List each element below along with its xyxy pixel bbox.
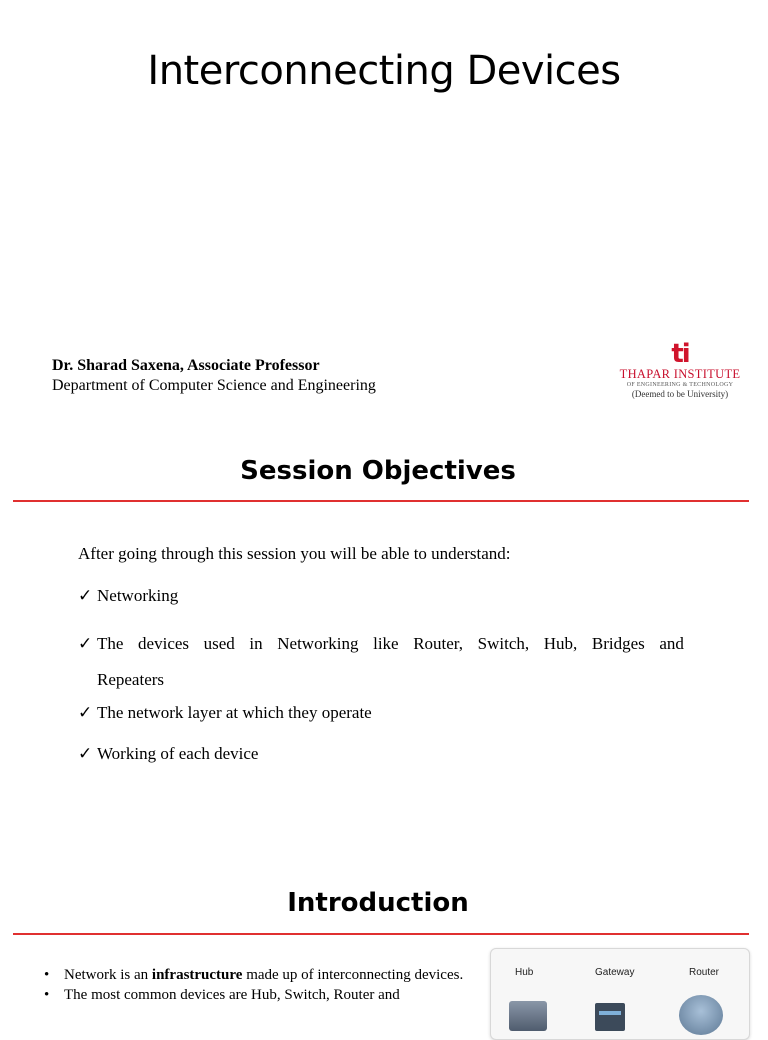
objective-text: Working of each device [97, 744, 259, 763]
institute-logo [600, 340, 760, 399]
bullet-text: The most common devices are Hub, Switch, Router and [64, 987, 400, 1003]
router-label: Router [689, 967, 720, 978]
check-icon: ✓ [78, 586, 93, 605]
check-icon: ✓ [78, 634, 93, 653]
hub-device-icon [509, 1001, 547, 1031]
objective-word: devices [138, 634, 190, 653]
objective-line [78, 626, 684, 662]
objective-item [78, 703, 372, 723]
logo-mark: ti [671, 339, 689, 369]
objective-word: Hub, [543, 634, 578, 653]
logo-deemed: (Deemed to be University) [631, 389, 729, 399]
objective-word: in [249, 634, 263, 653]
department-name: Department of Computer Science and Engineering [52, 377, 376, 394]
bullet-icon: • [44, 987, 50, 1003]
objective-word: like [373, 634, 399, 653]
bullet-item [44, 986, 472, 1004]
objective-word: Bridges [591, 634, 645, 653]
check-icon: ✓ [78, 744, 93, 763]
divider-rule [13, 933, 749, 935]
session-objectives-heading: Session Objectives [240, 456, 516, 486]
slide1-title: Interconnecting Devices [147, 48, 621, 94]
logo-name: THAPAR INSTITUTE [619, 367, 741, 381]
introduction-heading: Introduction [287, 888, 469, 918]
bold-term: infrastructure [151, 967, 243, 983]
gateway-label: Gateway [595, 967, 635, 978]
intro-bullets [44, 966, 472, 1006]
objective-word: used [203, 634, 235, 653]
gateway-device-icon [595, 1003, 625, 1031]
objective-word: The [97, 634, 124, 653]
objective-text: Networking [97, 586, 179, 605]
router-device-icon [679, 995, 723, 1035]
objective-item [78, 586, 178, 606]
objective-text-continued: Repeaters [97, 670, 165, 689]
objective-text [97, 626, 684, 662]
objective-text: The network layer at which they operate [97, 703, 372, 722]
hub-label: Hub [515, 967, 534, 978]
devices-image [490, 948, 750, 1040]
objectives-intro: After going through this session you will be able to understand: [78, 544, 511, 563]
objective-word: Networking [277, 634, 359, 653]
objective-item [78, 744, 258, 764]
objective-item [78, 626, 684, 698]
check-icon: ✓ [78, 703, 93, 722]
logo-subtitle: OF ENGINEERING & TECHNOLOGY [626, 382, 734, 388]
bullet-item: • Network is an infrastructure made up of interconnecting devices. [44, 967, 464, 983]
divider-rule [13, 500, 749, 502]
objective-word: and [659, 634, 684, 653]
author-name: Dr. Sharad Saxena, Associate Professor [52, 357, 320, 374]
objective-word: Router, [413, 634, 464, 653]
bullet-icon: • [44, 967, 50, 983]
objective-word: Switch, [477, 634, 530, 653]
